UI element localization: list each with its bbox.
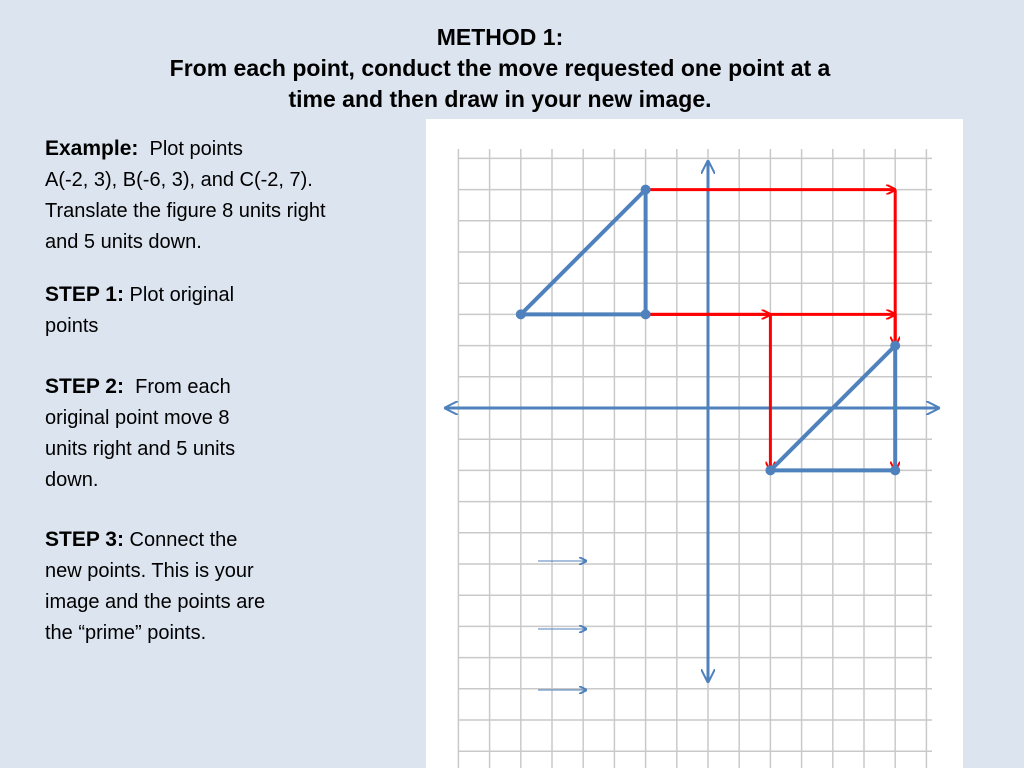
title-line-2: From each point, conduct the move requested one point at a	[169, 55, 831, 81]
title-line-3: time and then draw in your new image.	[288, 86, 712, 112]
step3-block	[45, 524, 335, 649]
step1-text-1: Plot original	[129, 284, 235, 306]
step2-text-4: down.	[45, 469, 99, 491]
step1-text-2: points	[45, 315, 99, 337]
point-c-prime	[890, 341, 900, 351]
example-text-1: Plot points	[149, 138, 243, 160]
title-line-1: METHOD 1:	[436, 24, 564, 50]
example-text-4: and 5 units down.	[45, 231, 202, 253]
step2-heading: STEP 2:	[45, 375, 124, 398]
coordinate-plane-panel	[426, 119, 963, 768]
axes	[445, 161, 939, 682]
step2-text-1: From each	[135, 376, 231, 398]
point-b	[516, 309, 526, 319]
point-c	[641, 185, 651, 195]
faint-arrows	[538, 561, 586, 690]
example-text-3: Translate the figure 8 units right	[45, 200, 326, 222]
example-block	[45, 133, 405, 258]
example-text-2: A(-2, 3), B(-6, 3), and C(-2, 7).	[45, 169, 313, 191]
step1-block	[45, 279, 325, 342]
example-heading: Example:	[45, 137, 139, 160]
step3-heading: STEP 3:	[45, 528, 124, 551]
step3-text-3: image and the points are	[45, 591, 266, 613]
coordinate-plane	[426, 119, 963, 768]
step2-block	[45, 371, 325, 496]
step2-text-3: units right and 5 units	[45, 438, 236, 460]
step3-text-1: Connect the	[129, 529, 238, 551]
step1-heading: STEP 1:	[45, 283, 124, 306]
step3-text-2: new points. This is your	[45, 560, 254, 582]
point-a-prime	[890, 465, 900, 475]
point-b-prime	[765, 465, 775, 475]
step3-text-4: the “prime” points.	[45, 622, 207, 644]
step2-text-2: original point move 8	[45, 407, 230, 429]
slide-title	[60, 22, 940, 115]
grid	[458, 149, 932, 768]
point-a	[641, 309, 651, 319]
